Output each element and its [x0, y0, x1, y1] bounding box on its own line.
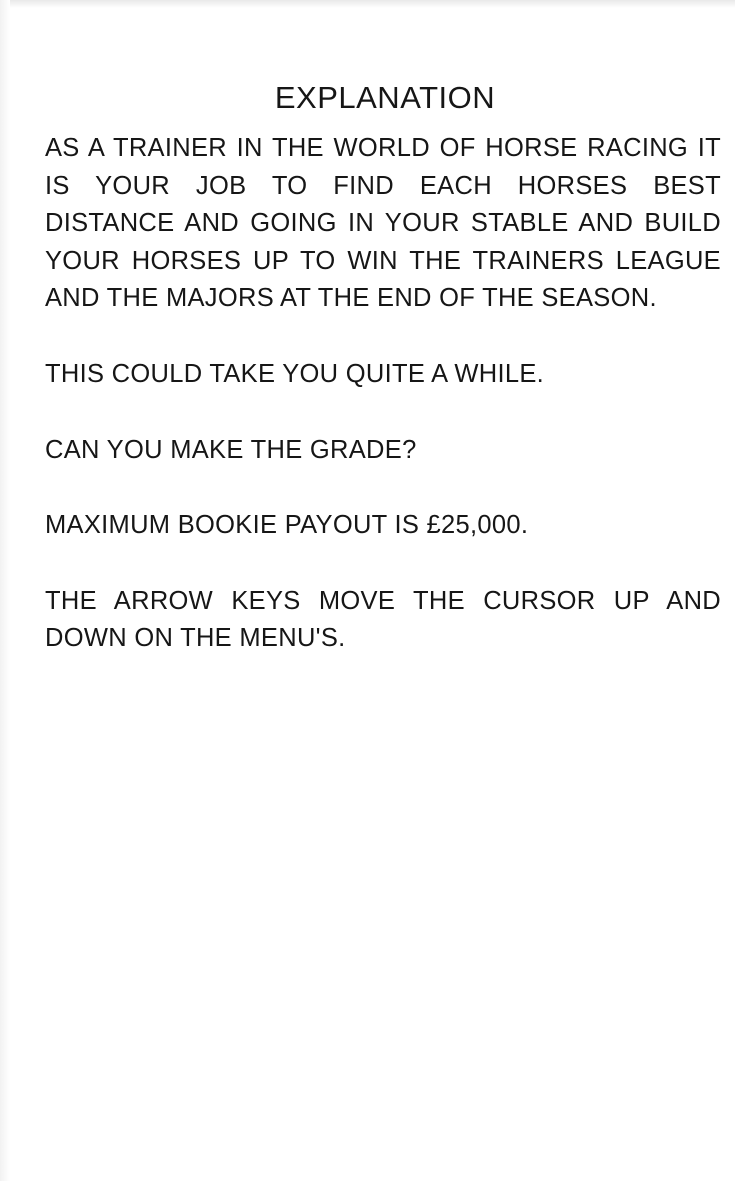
paragraph-intro: AS A TRAINER IN THE WORLD OF HORSE RACING IT IS YOUR JOB TO FIND EACH HORSES BEST DISTANCE AND GOING IN YOUR STABLE AND BUILD YOUR HORSES UP TO WIN THE TRAINERS LEAGUE AND THE MAJORS AT THE END OF THE SEASON. — [45, 134, 721, 313]
paragraph-duration: THIS COULD TAKE YOU QUITE A WHILE. — [45, 359, 545, 388]
scan-top-edge — [0, 0, 735, 8]
page-title: EXPLANATION — [274, 80, 496, 115]
paragraph-payout: MAXIMUM BOOKIE PAYOUT IS £25,000. — [45, 511, 529, 540]
paragraph-controls: THE ARROW KEYS MOVE THE CURSOR UP AND DOWN ON THE MENU'S. — [45, 586, 721, 653]
scan-left-edge — [0, 0, 10, 1181]
document-body — [45, 130, 721, 696]
paragraph-challenge: CAN YOU MAKE THE GRADE? — [45, 435, 417, 464]
